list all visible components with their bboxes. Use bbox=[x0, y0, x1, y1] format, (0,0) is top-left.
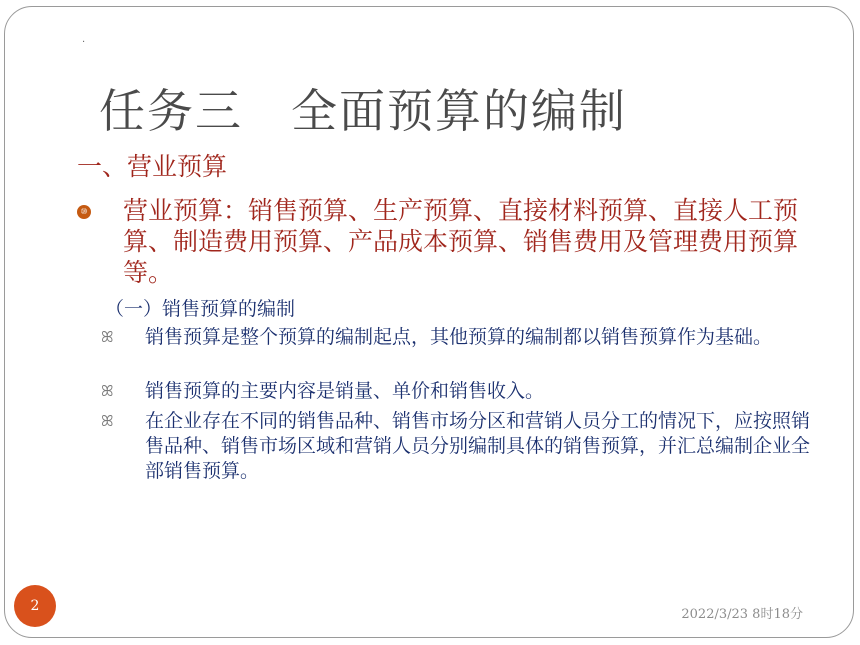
slide-frame bbox=[4, 6, 854, 638]
subheading: （一）销售预算的编制 bbox=[105, 298, 296, 320]
main-bullet bbox=[77, 195, 827, 288]
scroll-bullet-icon: ꕤ bbox=[101, 328, 114, 346]
sub-bullet-text: 销售预算的主要内容是销量、单价和销售收入。 bbox=[145, 380, 545, 402]
slide-title bbox=[99, 75, 627, 141]
page-number: 2 bbox=[30, 598, 40, 614]
page-number-badge bbox=[14, 585, 56, 627]
sub-bullet bbox=[101, 379, 821, 404]
main-bullet-text: 营业预算：销售预算、生产预算、直接材料预算、直接人工预算、制造费用预算、产品成本预算、销售费用及管理费用预算等。 bbox=[123, 196, 799, 287]
title-task-label: 任务三 bbox=[99, 84, 243, 138]
sub-bullet bbox=[101, 409, 821, 484]
scroll-bullet-icon: ꕤ bbox=[101, 412, 114, 430]
sub-bullet-text: 在企业存在不同的销售品种、销售市场分区和营销人员分工的情况下，应按照销售品种、销售市场区域和营销人员分别编制具体的销售预算，并汇总编制企业全部销售预算。 bbox=[145, 410, 811, 482]
sub-bullet bbox=[101, 325, 821, 350]
title-topic: 全面预算的编制 bbox=[291, 84, 627, 138]
slide-date: 2022/3/23 8时18分 bbox=[681, 607, 803, 622]
sub-bullet-text: 销售预算是整个预算的编制起点，其他预算的编制都以销售预算作为基础。 bbox=[145, 326, 773, 348]
scroll-bullet-icon: ꕤ bbox=[101, 382, 114, 400]
circled-ten-bullet-icon: ⑩ bbox=[77, 205, 91, 219]
decorative-dot: · bbox=[82, 37, 86, 48]
section-heading: 一、营业预算 bbox=[77, 152, 228, 181]
